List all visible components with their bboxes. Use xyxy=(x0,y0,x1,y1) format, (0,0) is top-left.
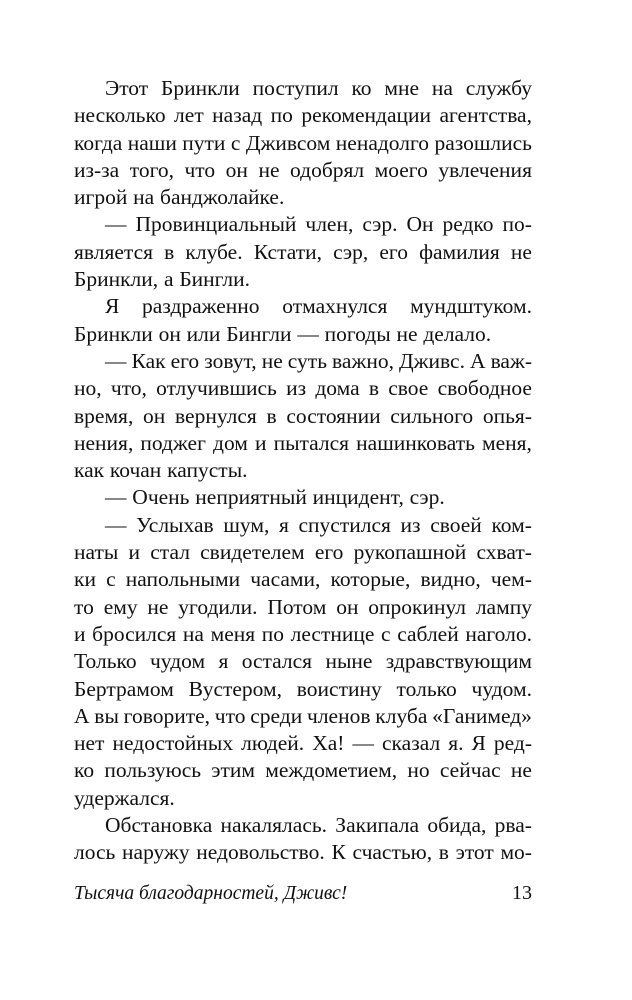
text-line: — Очень неприятный инцидент, сэр. xyxy=(105,485,445,510)
text-line: и бросился на меня по лестнице с саблей наголо. xyxy=(74,621,532,646)
text-line: А вы говорите, что среди членов клуба «Ганимед» xyxy=(74,703,532,728)
page-footer xyxy=(74,882,532,905)
text-line: ко пользуюсь этим междометием, но сейчас не xyxy=(74,758,532,783)
text-line: несколько лет назад по рекомендации агентства, xyxy=(74,103,532,128)
text-line: игрой на банджолайке. xyxy=(74,185,285,210)
running-title: Тысяча благодарностей, Дживс! xyxy=(74,883,348,904)
text-line: как кочан капусты. xyxy=(74,458,248,483)
text-line: удержался. xyxy=(74,785,175,810)
text-line: ки с напольными часами, которые, видно, чем- xyxy=(74,567,532,592)
text-line: Бринкли он или Бингли — погоды не делало. xyxy=(74,321,492,346)
text-line: Бринкли, а Бингли. xyxy=(74,267,251,292)
text-line: но, что, отлучившись из дома в свое свободное xyxy=(74,376,532,401)
text-line: наты и стал свидетелем его рукопашной схват- xyxy=(74,540,532,565)
text-line: Только чудом я остался ныне здравствующим xyxy=(74,649,532,674)
text-line: Я раздраженно отмахнулся мундштуком. xyxy=(105,294,532,319)
text-line: — Как его зовут, не суть важно, Дживс. А важ- xyxy=(105,348,532,373)
text-line: время, он вернулся в состоянии сильного опья- xyxy=(74,403,532,428)
text-line: нет недостойных людей. Ха! — сказал я. Я ред- xyxy=(74,731,532,756)
text-line: Обстановка накалялась. Закипала обида, рва- xyxy=(105,813,532,838)
text-line: — Провинциальный член, сэр. Он редко по- xyxy=(105,212,532,237)
text-line: лось наружу недовольство. К счастью, в этот мо- xyxy=(74,840,532,865)
text-line: нения, поджег дом и пытался нашинковать меня, xyxy=(74,430,532,455)
text-line: Бертрамом Вустером, воистину только чудом. xyxy=(74,676,532,701)
text-line: Этот Бринкли поступил ко мне на службу xyxy=(105,76,532,100)
text-line: когда наши пути с Дживсом ненадолго разошлись xyxy=(74,130,532,155)
text-line: — Услыхав шум, я спустился из своей ком- xyxy=(105,512,532,537)
body-text xyxy=(74,76,532,868)
page-number: 13 xyxy=(512,882,532,904)
text-line: из-за того, что он не одобрял моего увлечения xyxy=(74,157,532,182)
text-line: то ему не угодили. Потом он опрокинул лампу xyxy=(74,594,532,619)
text-line: является в клубе. Кстати, сэр, его фамилия не xyxy=(74,239,532,264)
